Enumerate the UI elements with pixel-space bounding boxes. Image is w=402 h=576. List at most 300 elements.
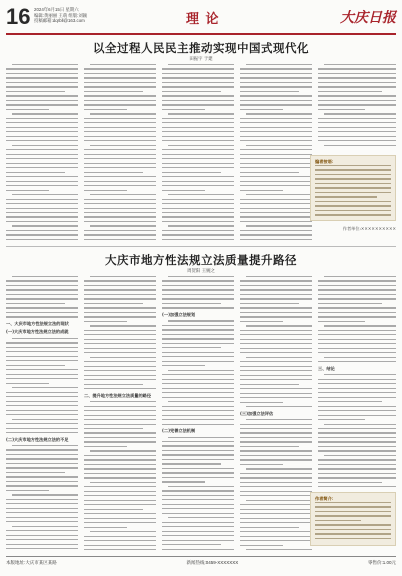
text-line (84, 234, 156, 235)
text-line (162, 352, 234, 353)
text-line (318, 473, 396, 474)
author-bio-label: 作者简介: (315, 496, 334, 501)
text-line (168, 370, 234, 371)
text-line (162, 531, 234, 532)
text-line (6, 521, 78, 522)
text-line (246, 225, 312, 226)
text-line (84, 312, 156, 313)
text-line (6, 307, 78, 308)
text-line (318, 140, 396, 141)
text-line (324, 357, 396, 358)
text-line (90, 325, 156, 326)
text-line (315, 201, 391, 202)
text-line (240, 339, 312, 340)
issue-email: 投稿邮箱:dqrbll@163.com (34, 18, 85, 24)
text-line (240, 522, 312, 523)
text-line (162, 445, 234, 446)
text-line (246, 194, 312, 195)
section-title: 理 论 (186, 12, 220, 27)
text-line (240, 464, 283, 465)
text-line (84, 95, 156, 96)
text-line (12, 145, 78, 146)
text-line (240, 531, 312, 532)
text-line (240, 330, 312, 331)
text-line (84, 455, 156, 456)
text-line (162, 504, 234, 505)
text-line (84, 504, 156, 505)
text-line (84, 82, 156, 83)
text-line (6, 203, 78, 204)
text-line (6, 298, 78, 299)
text-line (318, 312, 396, 313)
text-line (6, 423, 78, 424)
text-line (162, 334, 234, 335)
article2-subhead: (三)加强立法评估 (240, 410, 274, 416)
text-line (240, 149, 312, 150)
article1-author: 田振宇 于建 (189, 57, 213, 62)
text-line (318, 82, 396, 83)
text-line (162, 544, 221, 545)
text-line (84, 91, 143, 92)
text-line (162, 356, 234, 357)
text-line (6, 485, 78, 486)
text-line (168, 194, 234, 195)
text-line (6, 86, 78, 87)
text-line (240, 513, 312, 514)
text-line (6, 221, 78, 222)
text-line (6, 490, 49, 491)
text-line (90, 401, 156, 402)
text-line (6, 91, 65, 92)
text-line (162, 100, 234, 101)
text-line (162, 190, 205, 191)
text-line (84, 199, 156, 200)
text-line (84, 549, 156, 550)
text-line (162, 508, 234, 509)
text-line (6, 383, 49, 384)
text-line (240, 540, 312, 541)
text-line (162, 109, 205, 110)
text-line (84, 321, 127, 322)
text-line (318, 428, 396, 429)
text-line (240, 122, 312, 123)
text-line (318, 406, 396, 407)
text-line (84, 388, 156, 389)
text-line (6, 77, 78, 78)
text-line (240, 158, 312, 159)
text-line (84, 384, 143, 385)
text-line (162, 374, 234, 375)
article1-unit-note: 作者单位:×××××××××× (342, 226, 396, 231)
text-line (168, 437, 234, 438)
text-line (315, 538, 391, 539)
text-line (240, 388, 312, 389)
text-line (162, 410, 234, 411)
text-line (240, 118, 312, 119)
text-line (162, 181, 234, 182)
text-line (168, 64, 234, 65)
text-line (84, 109, 127, 110)
text-line (318, 446, 396, 447)
text-line (240, 163, 312, 164)
text-line (246, 325, 312, 326)
text-line (6, 517, 78, 518)
text-line (318, 109, 365, 110)
text-line (84, 527, 127, 528)
text-line (84, 140, 156, 141)
text-line (6, 463, 78, 464)
text-line (162, 216, 234, 217)
text-line (318, 289, 396, 290)
text-line (318, 343, 396, 344)
text-line (315, 174, 391, 175)
text-line (6, 396, 78, 397)
text-line (6, 216, 78, 217)
text-line (315, 183, 391, 184)
author-bio-box (310, 492, 396, 546)
text-line (240, 384, 299, 385)
text-line (6, 68, 78, 69)
text-line (240, 140, 312, 141)
text-line (6, 190, 49, 191)
text-line (84, 86, 156, 87)
text-line (162, 450, 234, 451)
text-line (318, 122, 396, 123)
text-line (240, 127, 312, 128)
text-line (6, 167, 78, 168)
text-line (240, 86, 312, 87)
text-line (84, 208, 156, 209)
text-line (240, 185, 312, 186)
text-line (240, 545, 283, 546)
text-line (84, 298, 156, 299)
text-line (12, 64, 78, 65)
text-line (6, 181, 78, 182)
text-line (162, 149, 234, 150)
text-line (6, 351, 78, 352)
text-line (6, 449, 78, 450)
text-line (240, 104, 312, 105)
text-line (240, 504, 312, 505)
text-line (84, 406, 156, 407)
text-line (318, 379, 396, 380)
text-line (240, 109, 283, 110)
text-line (6, 454, 78, 455)
footer-price: 零售价:1.00元 (367, 560, 396, 565)
text-line (6, 535, 78, 536)
text-line (84, 158, 156, 159)
article1-column-4 (240, 64, 312, 242)
text-line (168, 486, 234, 487)
text-line (84, 131, 156, 132)
text-line (315, 178, 391, 179)
text-line (6, 239, 78, 240)
text-line (240, 491, 312, 492)
text-line (240, 181, 312, 182)
text-line (162, 86, 234, 87)
article2-subhead: (二)大庆市地方性法规立法的不足 (6, 436, 69, 442)
text-line (318, 100, 396, 101)
article1-column-2 (84, 64, 156, 242)
text-line (12, 113, 78, 114)
text-line (240, 352, 312, 353)
text-line (318, 298, 396, 299)
text-line (240, 424, 312, 425)
text-line (6, 392, 78, 393)
text-line (240, 221, 312, 222)
article2-subhead: 三、结论 (318, 365, 335, 371)
text-line (318, 482, 382, 483)
text-line (318, 441, 396, 442)
text-line (6, 149, 78, 150)
text-line (318, 303, 382, 304)
text-line (318, 86, 396, 87)
text-line (6, 172, 65, 173)
text-line (84, 280, 156, 281)
text-line (240, 208, 312, 209)
text-line (162, 154, 234, 155)
text-line (162, 118, 234, 119)
text-line (84, 361, 156, 362)
text-line (84, 500, 156, 501)
issue-info (34, 7, 87, 24)
text-line (324, 145, 396, 146)
text-line (162, 490, 234, 491)
text-line (240, 477, 312, 478)
article2-title: 大庆市地方性法规立法质量提升路径 (105, 253, 297, 267)
text-line (240, 234, 312, 235)
author-bio-text (315, 502, 391, 539)
text-line (84, 190, 127, 191)
text-line (90, 64, 156, 65)
text-line (318, 437, 396, 438)
text-line (6, 109, 49, 110)
text-line (240, 375, 312, 376)
text-line (6, 289, 78, 290)
text-line (240, 176, 312, 177)
text-line (315, 520, 361, 521)
text-line (12, 419, 78, 420)
text-line (240, 536, 312, 537)
text-line (6, 369, 78, 370)
text-line (162, 122, 234, 123)
text-line (162, 347, 221, 348)
footer (6, 560, 396, 566)
text-line (6, 539, 78, 540)
text-line (246, 276, 312, 277)
text-line (84, 477, 156, 478)
text-line (240, 432, 312, 433)
text-line (162, 68, 234, 69)
text-line (162, 468, 234, 469)
text-line (84, 176, 156, 177)
text-line (240, 95, 312, 96)
text-line (162, 199, 234, 200)
editor-note-label: 编者按语: (315, 159, 334, 164)
text-line (240, 441, 312, 442)
article2-column-5 (318, 276, 396, 488)
newspaper-logo: 大庆日报 (340, 10, 396, 26)
text-line (324, 374, 396, 375)
text-line (168, 225, 234, 226)
text-line (84, 428, 143, 429)
text-line (318, 397, 396, 398)
text-line (240, 486, 312, 487)
text-line (162, 513, 234, 514)
text-line (12, 445, 78, 446)
text-line (318, 136, 396, 137)
text-line (246, 145, 312, 146)
text-line (240, 348, 312, 349)
text-line (6, 127, 78, 128)
text-line (168, 113, 234, 114)
text-line (318, 73, 396, 74)
text-line (6, 503, 78, 504)
text-line (84, 370, 156, 371)
text-line (246, 419, 312, 420)
text-line (84, 495, 156, 496)
text-line (240, 216, 312, 217)
footer-rule (6, 556, 396, 557)
text-line (162, 91, 221, 92)
text-line (315, 506, 391, 507)
text-line (240, 298, 312, 299)
text-line (240, 212, 312, 213)
text-line (168, 401, 234, 402)
text-line (6, 530, 78, 531)
text-line (162, 172, 221, 173)
article2-subhead: (一)加强立法规划 (162, 311, 196, 317)
text-line (240, 482, 312, 483)
text-line (6, 185, 78, 186)
text-line (162, 481, 205, 482)
text-line (6, 401, 78, 402)
text-line (84, 518, 156, 519)
text-line (84, 181, 156, 182)
text-line (240, 428, 312, 429)
text-line (318, 486, 396, 487)
text-line (6, 118, 78, 119)
text-line (162, 415, 234, 416)
text-line (324, 276, 396, 277)
text-line (84, 419, 156, 420)
text-line (318, 330, 396, 331)
text-line (240, 77, 312, 78)
text-line (318, 77, 396, 78)
text-line (240, 397, 312, 398)
text-line (84, 303, 143, 304)
text-line (318, 118, 396, 119)
text-line (84, 348, 156, 349)
text-line (315, 511, 391, 512)
text-line (12, 526, 78, 527)
text-line (162, 329, 234, 330)
text-line (6, 199, 78, 200)
article1-column-5 (318, 64, 396, 152)
text-line (6, 374, 78, 375)
text-line (12, 387, 78, 388)
text-line (6, 458, 78, 459)
text-line (315, 214, 391, 215)
text-line (318, 419, 365, 420)
text-line (315, 529, 391, 530)
page-number: 16 (6, 4, 31, 29)
text-line (84, 410, 156, 411)
text-line (162, 343, 234, 344)
text-line (162, 495, 234, 496)
text-line (84, 167, 156, 168)
text-line (84, 289, 156, 290)
footer-address: 本版地址:大庆市某区某路 (6, 560, 57, 565)
text-line (84, 118, 156, 119)
text-line (12, 194, 78, 195)
text-line (240, 172, 299, 173)
text-line (162, 131, 234, 132)
text-line (84, 375, 156, 376)
text-line (84, 334, 156, 335)
text-line (162, 454, 234, 455)
text-line (318, 415, 396, 416)
text-line (162, 477, 234, 478)
text-line (90, 194, 156, 195)
text-line (240, 495, 312, 496)
text-line (324, 424, 396, 425)
text-line (6, 512, 78, 513)
text-line (6, 158, 78, 159)
text-line (318, 352, 396, 353)
text-line (168, 145, 234, 146)
text-line (6, 131, 78, 132)
text-line (318, 95, 396, 96)
text-line (318, 392, 396, 393)
text-line (240, 73, 312, 74)
text-line (240, 289, 312, 290)
text-line (84, 172, 143, 173)
text-line (6, 280, 78, 281)
text-line (318, 401, 382, 402)
text-line (90, 531, 156, 532)
text-line (162, 234, 234, 235)
text-line (318, 339, 396, 340)
text-line (6, 73, 78, 74)
text-line (6, 208, 78, 209)
text-line (6, 230, 78, 231)
article2-subhead: (一)大庆市地方性法规立法的成就 (6, 329, 69, 335)
text-line (318, 468, 396, 469)
text-line (240, 100, 312, 101)
text-line (84, 379, 156, 380)
footer-phone: 新闻热线:0459-XXXXXXX (186, 560, 239, 565)
text-line (84, 522, 156, 523)
text-line (90, 357, 156, 358)
text-line (6, 481, 78, 482)
text-line (84, 446, 127, 447)
text-line (162, 392, 234, 393)
text-line (90, 276, 156, 277)
article2-column-3 (162, 276, 234, 552)
text-line (6, 378, 78, 379)
text-line (90, 482, 156, 483)
article1-column-1 (6, 64, 78, 242)
text-line (246, 406, 312, 407)
text-line (162, 307, 234, 308)
text-line (162, 397, 234, 398)
text-line (84, 464, 156, 465)
text-line (6, 365, 65, 366)
text-line (84, 540, 156, 541)
text-line (168, 320, 234, 321)
text-line (84, 239, 156, 240)
